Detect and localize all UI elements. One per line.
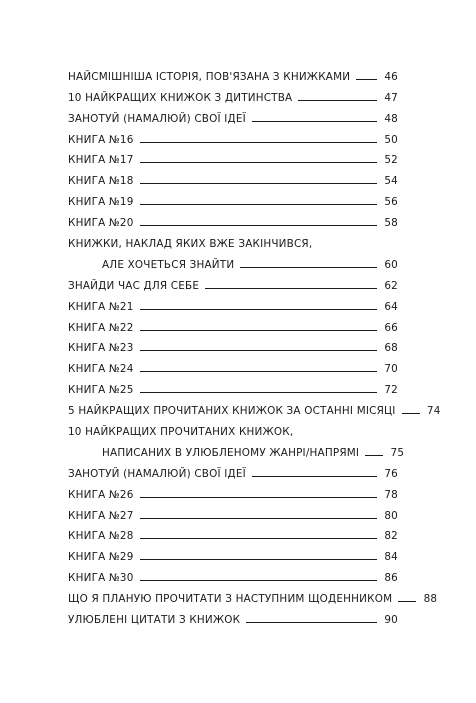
toc-entry-title: КНИГА №18 <box>68 175 134 188</box>
toc-entry-title: ЗАНОТУЙ (НАМАЛЮЙ) СВОЇ ІДЕЇ <box>68 467 246 480</box>
toc-entry[interactable] <box>68 482 398 503</box>
toc-entry-title: НАПИСАНИХ В УЛЮБЛЕНОМУ ЖАНРІ/НАПРЯМІ <box>102 446 360 459</box>
toc-entry-page-number: 64 <box>384 300 398 313</box>
toc-entry[interactable] <box>68 168 398 189</box>
toc-leader-line <box>140 518 377 519</box>
toc-leader-line <box>140 183 377 184</box>
toc-entry-title: КНИГА №30 <box>68 572 134 585</box>
toc-entry[interactable] <box>68 356 398 377</box>
toc-leader-line <box>402 413 420 414</box>
toc-entry[interactable] <box>68 294 398 315</box>
toc-entry[interactable] <box>68 85 398 106</box>
toc-entry-page-number: 86 <box>384 572 398 585</box>
toc-entry[interactable] <box>68 231 398 252</box>
toc-entry-page-number: 62 <box>384 279 398 292</box>
toc-leader-line <box>246 622 377 623</box>
toc-entry-title: АЛЕ ХОЧЕТЬСЯ ЗНАЙТИ <box>102 258 235 271</box>
toc-entry[interactable] <box>68 524 398 545</box>
toc-entry-title: КНИЖКИ, НАКЛАД ЯКИХ ВЖЕ ЗАКІНЧИВСЯ, <box>68 238 313 251</box>
toc-entry-page-number: 47 <box>384 91 398 104</box>
toc-leader-line <box>240 267 377 268</box>
toc-entry-page-number: 60 <box>384 258 398 271</box>
toc-leader-line <box>140 559 377 560</box>
toc-entry[interactable] <box>68 148 398 169</box>
toc-entry[interactable] <box>68 315 398 336</box>
toc-entry-title: КНИГА №23 <box>68 342 134 355</box>
toc-entry[interactable] <box>68 440 405 461</box>
toc-leader-line <box>205 288 377 289</box>
toc-leader-line <box>140 330 377 331</box>
toc-entry-title: КНИГА №21 <box>68 300 134 313</box>
toc-entry[interactable] <box>68 127 398 148</box>
toc-entry-page-number: 46 <box>384 70 398 83</box>
toc-entry-title: КНИГА №16 <box>68 133 134 146</box>
toc-entry-page-number: 70 <box>384 363 398 376</box>
toc-entry-title: КНИГА №20 <box>68 217 134 230</box>
toc-entry-title: 10 НАЙКРАЩИХ КНИЖОК З ДИТИНСТВА <box>68 91 293 104</box>
toc-leader-line <box>140 371 377 372</box>
toc-entry-title: ЗАНОТУЙ (НАМАЛЮЙ) СВОЇ ІДЕЇ <box>68 112 246 125</box>
toc-leader-line <box>140 350 377 351</box>
toc-leader-line <box>140 580 377 581</box>
toc-entry-page-number: 84 <box>384 551 398 564</box>
toc-entry-page-number: 74 <box>426 405 441 418</box>
toc-entry[interactable] <box>68 64 398 85</box>
toc-leader-line <box>140 225 377 226</box>
toc-entry[interactable] <box>68 461 398 482</box>
toc-entry[interactable] <box>68 398 441 419</box>
toc-entry-page-number: 78 <box>384 488 398 501</box>
toc-entry-title: КНИГА №22 <box>68 321 134 334</box>
toc-entry-page-number: 68 <box>384 342 398 355</box>
toc-leader-line <box>140 142 377 143</box>
toc-leader-line <box>140 204 377 205</box>
toc-entry-page-number: 52 <box>384 154 398 167</box>
toc-entry-title: КНИГА №27 <box>68 509 134 522</box>
toc-entry-page-number: 90 <box>384 614 398 627</box>
toc-entry-page-number: 56 <box>384 196 398 209</box>
toc-entry[interactable] <box>68 106 398 127</box>
toc-entry[interactable] <box>68 503 398 524</box>
toc-entry[interactable] <box>68 565 398 586</box>
toc-entry-page-number: 48 <box>384 112 398 125</box>
toc-leader-line <box>140 309 377 310</box>
toc-entry[interactable] <box>68 586 438 607</box>
toc-leader-line <box>140 392 377 393</box>
toc-entry-page-number: 66 <box>384 321 398 334</box>
toc-leader-line <box>140 538 377 539</box>
toc-entry-title: КНИГА №19 <box>68 196 134 209</box>
toc-entry-title: КНИГА №17 <box>68 154 134 167</box>
toc-entry-title: НАЙСМІШНІША ІСТОРІЯ, ПОВ'ЯЗАНА З КНИЖКАМИ <box>68 70 351 83</box>
toc-leader-line <box>140 162 377 163</box>
toc-entry-page-number: 54 <box>384 175 398 188</box>
toc-entry[interactable] <box>68 377 398 398</box>
toc-entry-title: ЗНАЙДИ ЧАС ДЛЯ СЕБЕ <box>68 279 200 292</box>
toc-entry-title: КНИГА №28 <box>68 530 134 543</box>
toc-entry[interactable] <box>68 419 398 440</box>
toc-entry-page-number: 75 <box>390 446 405 459</box>
toc-entry-title: КНИГА №24 <box>68 363 134 376</box>
toc-leader-line <box>365 455 383 456</box>
toc-entry[interactable] <box>68 607 398 628</box>
toc-entry[interactable] <box>68 336 398 357</box>
toc-entry-page-number: 58 <box>384 217 398 230</box>
toc-entry-page-number: 76 <box>384 467 398 480</box>
toc-entry-title: ЩО Я ПЛАНУЮ ПРОЧИТАТИ З НАСТУПНИМ ЩОДЕННИКОМ <box>68 593 393 606</box>
toc-entry[interactable] <box>68 210 398 231</box>
toc-entry[interactable] <box>68 273 398 294</box>
toc-entry-page-number: 72 <box>384 384 398 397</box>
toc-entry[interactable] <box>68 544 398 565</box>
toc-entry-page-number: 88 <box>423 593 438 606</box>
toc-entry[interactable] <box>68 252 398 273</box>
toc-entry-title: 5 НАЙКРАЩИХ ПРОЧИТАНИХ КНИЖОК ЗА ОСТАННІ МІСЯЦІ <box>68 405 396 418</box>
toc-entry-title: УЛЮБЛЕНІ ЦИТАТИ З КНИЖОК <box>68 614 241 627</box>
toc-leader-line <box>298 100 377 101</box>
toc-entry-page-number: 82 <box>384 530 398 543</box>
toc-leader-line <box>398 601 416 602</box>
toc-leader-line <box>252 476 377 477</box>
toc-entry-page-number: 50 <box>384 133 398 146</box>
toc-entry-title: КНИГА №26 <box>68 488 134 501</box>
toc-entry-title: 10 НАЙКРАЩИХ ПРОЧИТАНИХ КНИЖОК, <box>68 426 294 439</box>
toc-leader-line <box>140 497 377 498</box>
toc-leader-line <box>356 79 377 80</box>
toc-entry-title: КНИГА №25 <box>68 384 134 397</box>
table-of-contents <box>68 64 441 628</box>
toc-entry[interactable] <box>68 189 398 210</box>
toc-leader-line <box>252 121 377 122</box>
toc-entry-title: КНИГА №29 <box>68 551 134 564</box>
toc-entry-page-number: 80 <box>384 509 398 522</box>
